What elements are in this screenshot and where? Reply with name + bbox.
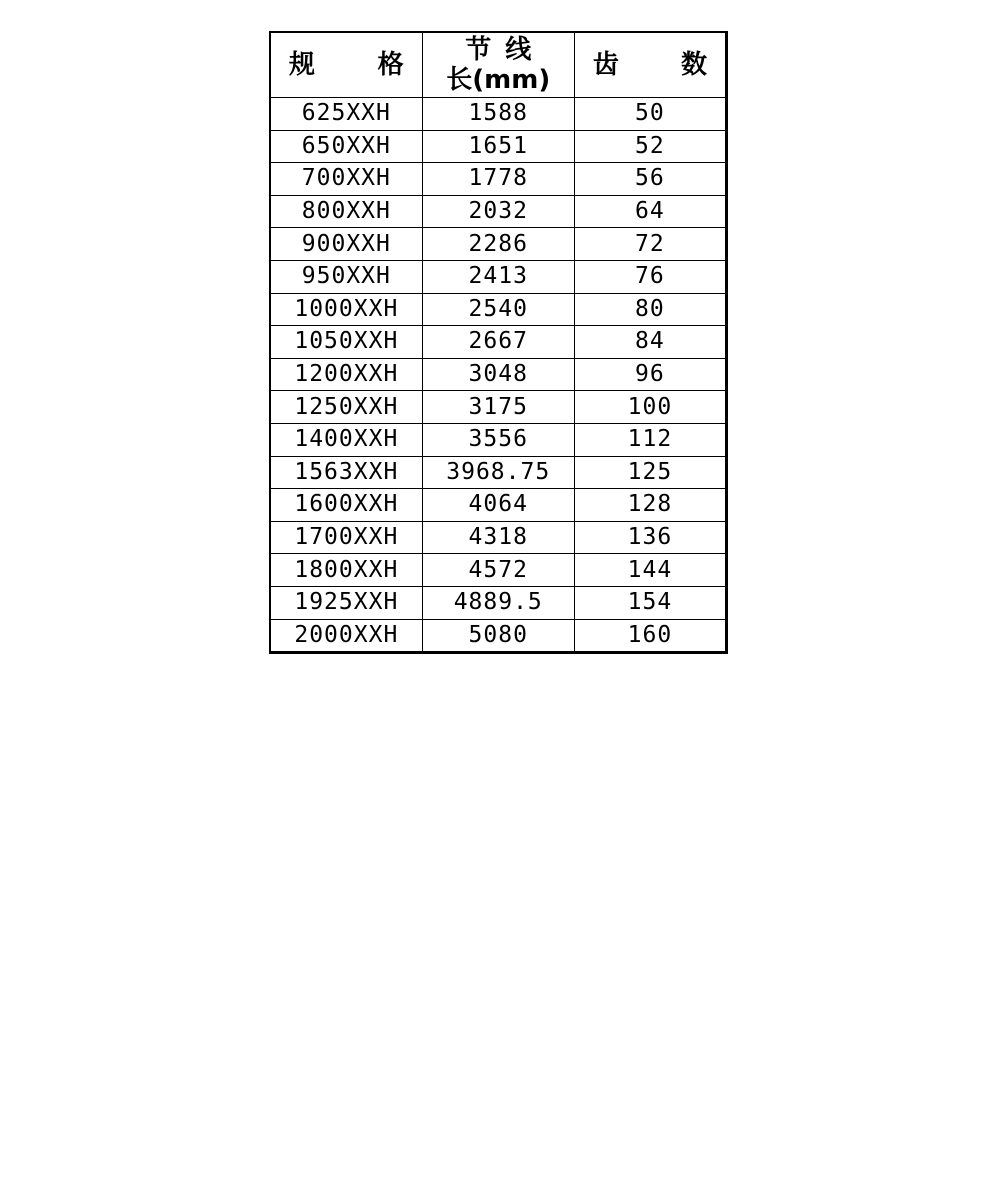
cell-spec: 700XXH xyxy=(270,163,422,196)
cell-pitch-length: 1588 xyxy=(422,98,574,131)
table-row xyxy=(270,195,727,228)
cell-spec: 1800XXH xyxy=(270,554,422,587)
belt-spec-table xyxy=(269,31,728,654)
cell-teeth: 160 xyxy=(574,619,726,653)
header-teeth: 齿 数 xyxy=(574,32,726,98)
header-pitch-length xyxy=(422,32,574,98)
cell-pitch-length: 5080 xyxy=(422,619,574,653)
cell-pitch-length: 2413 xyxy=(422,260,574,293)
cell-teeth: 96 xyxy=(574,358,726,391)
header-row xyxy=(270,32,727,98)
cell-pitch-length: 2032 xyxy=(422,195,574,228)
table-row xyxy=(270,293,727,326)
table-row xyxy=(270,130,727,163)
cell-spec: 950XXH xyxy=(270,260,422,293)
table-row xyxy=(270,586,727,619)
cell-spec: 800XXH xyxy=(270,195,422,228)
cell-teeth: 100 xyxy=(574,391,726,424)
cell-pitch-length: 3556 xyxy=(422,423,574,456)
table-row xyxy=(270,554,727,587)
cell-teeth: 154 xyxy=(574,586,726,619)
cell-spec: 625XXH xyxy=(270,98,422,131)
cell-spec: 1563XXH xyxy=(270,456,422,489)
cell-teeth: 125 xyxy=(574,456,726,489)
cell-pitch-length: 2286 xyxy=(422,228,574,261)
cell-spec: 1600XXH xyxy=(270,489,422,522)
cell-teeth: 76 xyxy=(574,260,726,293)
table-row xyxy=(270,391,727,424)
cell-spec: 1000XXH xyxy=(270,293,422,326)
cell-teeth: 128 xyxy=(574,489,726,522)
cell-pitch-length: 2540 xyxy=(422,293,574,326)
cell-teeth: 136 xyxy=(574,521,726,554)
cell-teeth: 80 xyxy=(574,293,726,326)
cell-teeth: 112 xyxy=(574,423,726,456)
cell-teeth: 72 xyxy=(574,228,726,261)
table-row xyxy=(270,521,727,554)
cell-spec: 1200XXH xyxy=(270,358,422,391)
cell-spec: 1925XXH xyxy=(270,586,422,619)
table-row xyxy=(270,326,727,359)
cell-spec: 1050XXH xyxy=(270,326,422,359)
cell-pitch-length: 4064 xyxy=(422,489,574,522)
cell-spec: 1400XXH xyxy=(270,423,422,456)
header-pitch-length-line1: 节线 xyxy=(465,35,546,65)
header-spec: 规 格 xyxy=(270,32,422,98)
cell-pitch-length: 1778 xyxy=(422,163,574,196)
cell-spec: 1250XXH xyxy=(270,391,422,424)
cell-spec: 900XXH xyxy=(270,228,422,261)
table-row xyxy=(270,260,727,293)
cell-pitch-length: 4318 xyxy=(422,521,574,554)
table-row xyxy=(270,228,727,261)
table-row xyxy=(270,98,727,131)
cell-spec: 650XXH xyxy=(270,130,422,163)
cell-teeth: 52 xyxy=(574,130,726,163)
cell-spec: 1700XXH xyxy=(270,521,422,554)
cell-teeth: 84 xyxy=(574,326,726,359)
cell-pitch-length: 3968.75 xyxy=(422,456,574,489)
cell-teeth: 64 xyxy=(574,195,726,228)
table-header xyxy=(270,32,727,98)
table-row xyxy=(270,489,727,522)
cell-spec: 2000XXH xyxy=(270,619,422,653)
cell-teeth: 56 xyxy=(574,163,726,196)
cell-teeth: 50 xyxy=(574,98,726,131)
cell-pitch-length: 2667 xyxy=(422,326,574,359)
cell-pitch-length: 3048 xyxy=(422,358,574,391)
cell-pitch-length: 4889.5 xyxy=(422,586,574,619)
table-row xyxy=(270,358,727,391)
table-row xyxy=(270,456,727,489)
table-row xyxy=(270,619,727,653)
cell-teeth: 144 xyxy=(574,554,726,587)
table-row xyxy=(270,163,727,196)
cell-pitch-length: 3175 xyxy=(422,391,574,424)
cell-pitch-length: 1651 xyxy=(422,130,574,163)
table-row xyxy=(270,423,727,456)
cell-pitch-length: 4572 xyxy=(422,554,574,587)
table-body xyxy=(270,98,727,653)
header-pitch-length-line2: 长(mm) xyxy=(446,65,551,95)
